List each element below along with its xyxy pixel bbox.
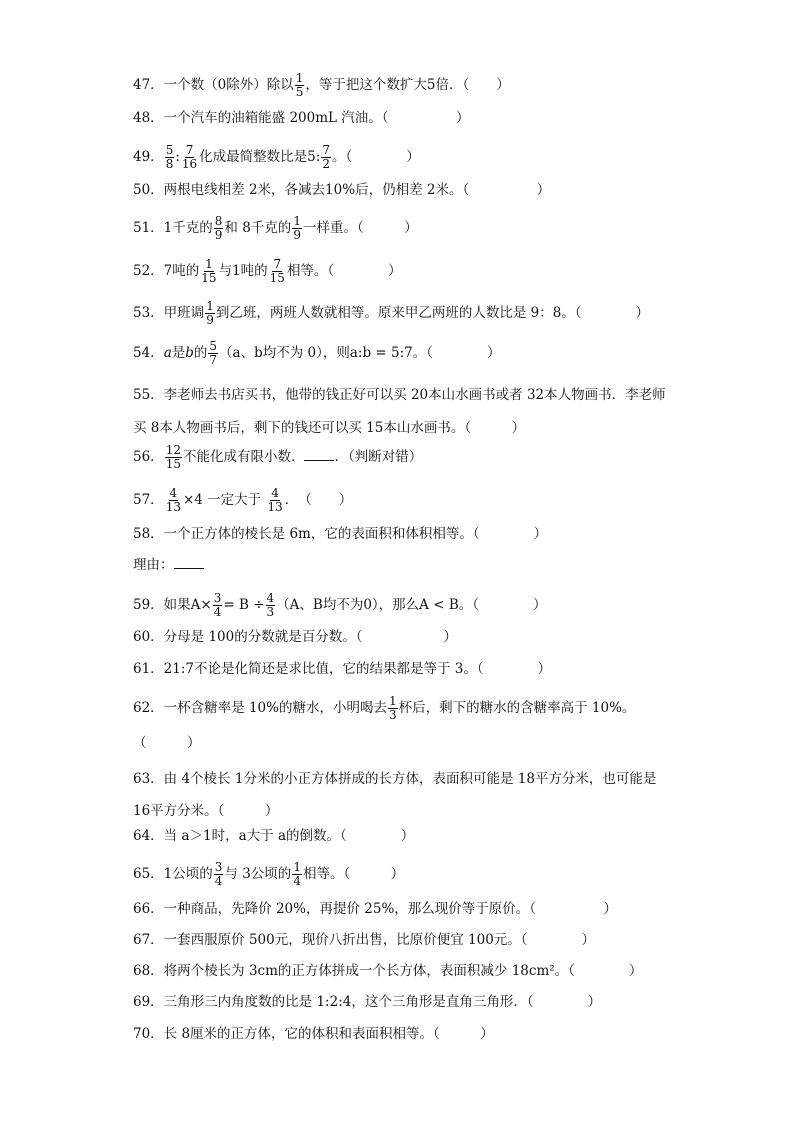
- question-70: 70．长 8厘米的正方体，它的体积和表面积相等。（ ）: [133, 1026, 494, 1042]
- question-56: 56． $\frac{12}{15}$ 不能化成有限小数． ．（判断对错）: [133, 443, 423, 471]
- question-66: 66．一种商品，先降价 20%，再提价 25%，那么现价等于原价。（ ）: [133, 901, 618, 917]
- question-68: 68．将两个棱长为 3cm的正方体拼成一个长方体，表面积减少 18cm²。（ ）: [133, 963, 643, 979]
- question-50: 50．两根电线相差 2米，各减去10%后，仍相差 2米。（ ）: [133, 182, 551, 198]
- answer-blank[interactable]: [174, 556, 204, 569]
- question-58: 58．一个正方体的棱长是 6m，它的表面积和体积相等。（ ）: [133, 526, 548, 542]
- question-61: 61．21:7不论是化简还是求比值，它的结果都是等于 3。（ ）: [133, 661, 552, 677]
- question-49: 49． $\frac{5}{8}$ : $\frac{7}{16}$ 化成最简整数比是5: $\frac{7}{2}$ 。（ ）: [133, 143, 420, 171]
- question-60: 60．分母是 100的分数就是百分数。（ ）: [133, 629, 457, 645]
- fraction: $\frac{1}{5}$: [295, 71, 304, 99]
- question-57: 57． $\frac{4}{13}$ ×4 一定大于 $\frac{4}{13}$ ． （ ）: [133, 486, 353, 514]
- question-69: 69．三角形三内角度数的比是 1:2:4，这个三角形是直角三角形．（ ）: [133, 994, 602, 1010]
- question-65: 65．1公顷的 $\frac{3}{4}$ 与 3公顷的 $\frac{1}{4}$ 相等。（ ）: [133, 860, 405, 888]
- question-51: 51．1千克的 $\frac{8}{9}$ 和 8千克的 $\frac{1}{9}$ 一样重。（ ）: [133, 214, 418, 242]
- question-55: 55．李老师去书店买书，他带的钱正好可以买 20本山水画书或者 32本人物画书．李老师买 8本人物画书后，剩下的钱还可以买 15本山水画书。（ ）: [133, 387, 666, 436]
- question-62: 62．一杯含糖率是 10%的糖水，小明喝去 $\frac{1}{3}$ 杯后，剩下的糖水的含糖率高于 10%。: [133, 694, 636, 722]
- reason-line: 理由：: [133, 556, 674, 574]
- question-53: 53．甲班调 $\frac{1}{9}$ 到乙班，两班人数就相等。原来甲乙两班的人数比是 9：8。（ ）: [133, 299, 650, 327]
- question-59: 59．如果A× $\frac{3}{4}$ = B ÷ $\frac{4}{3}$ （A、B均不为0），那么A < B。（ ）: [133, 591, 547, 619]
- question-64: 64．当 a＞1时，a大于 a的倒数。（ ）: [133, 828, 415, 844]
- question-54: 54．a是b的 $\frac{5}{7}$ （a、b均不为 0），则a:b = 5:7。（ ）: [133, 339, 501, 367]
- question-47: 47．一个数（0除外）除以 $\frac{1}{5}$ ，等于把这个数扩大5倍．（ ）: [133, 71, 510, 99]
- question-48: 48．一个汽车的油箱能盛 200mL 汽油。（ ）: [133, 110, 470, 126]
- question-52: 52．7吨的 $\frac{1}{15}$ 与1吨的 $\frac{7}{15}$ 相等。（ ）: [133, 257, 402, 285]
- question-63: 63．由 4个棱长 1分米的小正方体拼成的长方体，表面积可能是 18平方分米，也可能是 16平方分米。（ ）: [133, 771, 657, 819]
- question-67: 67．一套西服原价 500元，现价八折出售，比原价便宜 100元。（ ）: [133, 932, 596, 948]
- question-62-answer: （ ）: [133, 735, 201, 751]
- answer-blank[interactable]: [304, 448, 334, 461]
